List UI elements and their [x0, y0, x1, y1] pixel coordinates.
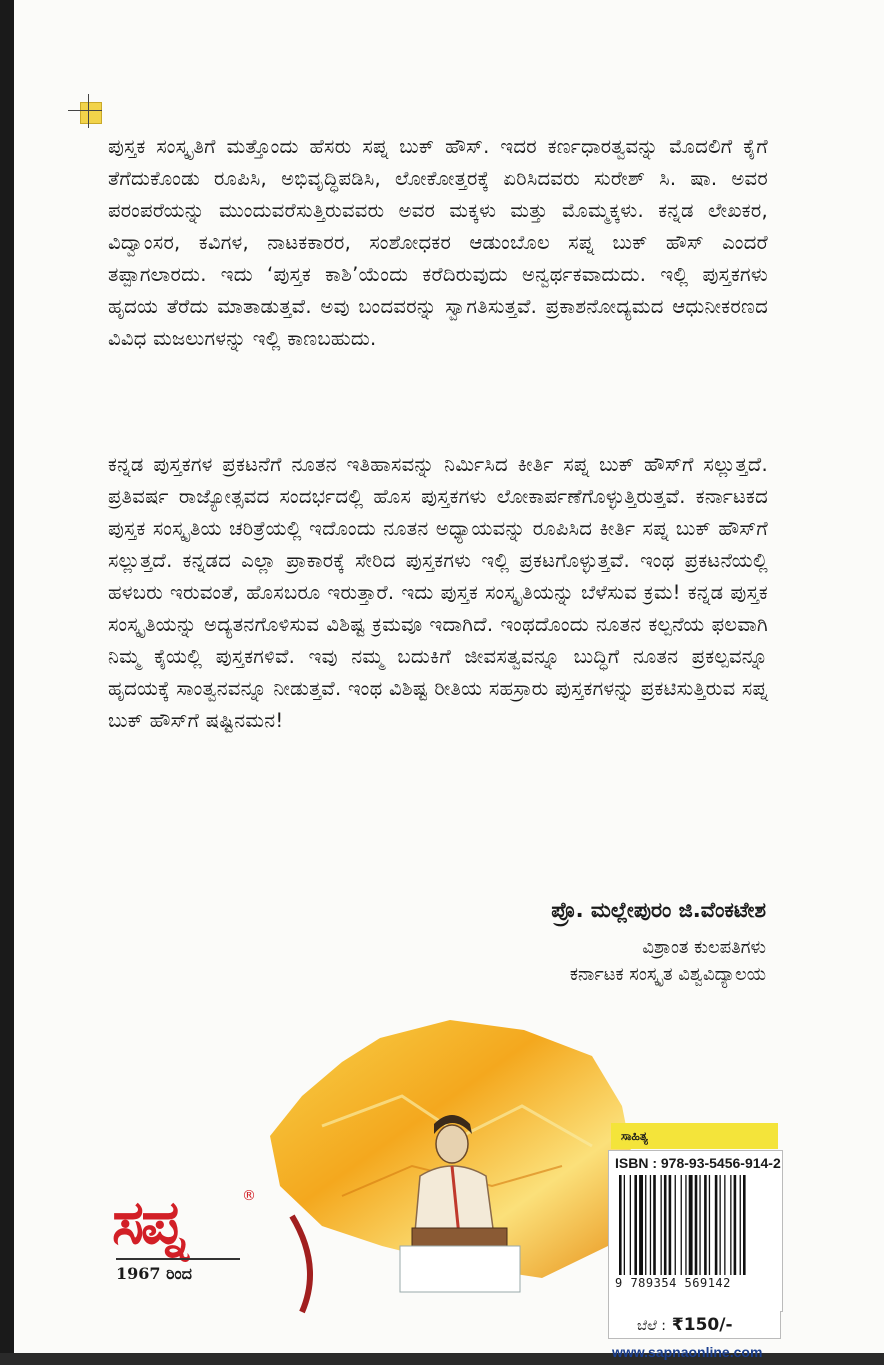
corner-ornament-icon [68, 94, 102, 128]
website-link[interactable]: www.sapnaonline.com [612, 1344, 763, 1360]
blurb-paragraph-1: ಪುಸ್ತಕ ಸಂಸ್ಕೃತಿಗೆ ಮತ್ತೊಂದು ಹೆಸರು ಸಪ್ನ ಬುಕ್ ಹೌಸ್. ಇದರ ಕರ್ಣಧಾರತ್ವವನ್ನು ಮೊದಲಿಗೆ ಕೈಗೆ ತೆಗೆದುಕೊಂಡು ರೂಪಿಸಿ, ಅಭಿವೃದ್ಧಿಪಡಿಸಿ, ಲೋಕೋತ್ತರಕ್ಕೆ ಏರಿಸಿದವರು ಸುರೇಶ್ ಸಿ. ಷಾ. ಅವರ ಪರಂಪರೆಯನ್ನು ಮುಂದುವರೆಸುತ್ತಿರುವವರು ಅವರ ಮಕ್ಕಳು ಮತ್ತು ಮೊಮ್ಮಕ್ಕಳು. ಕನ್ನಡ ಲೇಖಕರ, ವಿದ್ವಾಂಸರ, ಕವಿಗಳ, ನಾಟಕಕಾರರ, ಸಂಶೋಧಕರ ಆಡುಂಬೊಲ ಸಪ್ನ ಬುಕ್ ಹೌಸ್ ಎಂದರೆ ತಪ್ಪಾಗಲಾರದು. ಇದು ‘ಪುಸ್ತಕ ಕಾಶಿ’ಯೆಂದು ಕರೆದಿರುವುದು ಅನ್ವರ್ಥಕವಾದುದು. ಇಲ್ಲಿ ಪುಸ್ತಕಗಳು ಹೃದಯ ತೆರೆದು ಮಾತಾಡುತ್ತವೆ. ಅವು ಬಂದವರನ್ನು ಸ್ವಾಗತಿಸುತ್ತವೆ. ಪ್ರಕಾಶನೋದ್ಯಮದ ಆಧುನೀಕರಣದ ವಿವಿಧ ಮಜಲುಗಳನ್ನು ಇಲ್ಲಿ ಕಾಣಬಹುದು. [108, 135, 768, 350]
book-spine-edge [0, 0, 14, 1365]
isbn-text: ISBN : 978-93-5456-914-2 [615, 1155, 781, 1171]
price-tag [608, 1311, 781, 1339]
barcode-icon [617, 1175, 774, 1275]
barcode-digits: 9 789354 569142 [615, 1276, 731, 1290]
signature-name: ಪ್ರೊ. ಮಲ್ಲೇಪುರಂ ಜಿ.ವೆಂಕಟೇಶ [551, 898, 766, 922]
logo-wordmark: ಸಪ್ನ [112, 1188, 185, 1258]
gold-foil-illustration [262, 1016, 642, 1316]
price-label: ಬೆಲೆ : [637, 1318, 666, 1334]
logo-since: 1967 ರಿಂದ [116, 1264, 192, 1283]
registered-mark: ® [242, 1188, 256, 1204]
sapna-logo [112, 1188, 262, 1288]
logo-rule [116, 1258, 240, 1260]
signature-institution: ಕರ್ನಾಟಕ ಸಂಸ್ಕೃತ ವಿಶ್ವವಿದ್ಯಾಲಯ [569, 964, 766, 985]
blurb-paragraph-2: ಕನ್ನಡ ಪುಸ್ತಕಗಳ ಪ್ರಕಟನೆಗೆ ನೂತನ ಇತಿಹಾಸವನ್ನು ನಿರ್ಮಿಸಿದ ಕೀರ್ತಿ ಸಪ್ನ ಬುಕ್ ಹೌಸ್‌ಗೆ ಸಲ್ಲುತ್ತದೆ. ಪ್ರತಿವರ್ಷ ರಾಜ್ಯೋತ್ಸವದ ಸಂದರ್ಭದಲ್ಲಿ ಹೊಸ ಪುಸ್ತಕಗಳು ಲೋಕಾರ್ಪಣೆಗೊಳ್ಳುತ್ತಿರುತ್ತವೆ. ಕರ್ನಾಟಕದ ಪುಸ್ತಕ ಸಂಸ್ಕೃತಿಯ ಚರಿತ್ರೆಯಲ್ಲಿ ಇದೊಂದು ನೂತನ ಅಧ್ಯಾಯವನ್ನು ರೂಪಿಸಿದ ಕೀರ್ತಿ ಸಪ್ನ ಬುಕ್ ಹೌಸ್‌ಗೆ ಸಲ್ಲುತ್ತದೆ. ಕನ್ನಡದ ಎಲ್ಲಾ ಪ್ರಾಕಾರಕ್ಕೆ ಸೇರಿದ ಪುಸ್ತಕಗಳು ಇಲ್ಲಿ ಪ್ರಕಟಗೊಳ್ಳುತ್ತವೆ. ಇಂಥ ಪ್ರಕಟನೆಯಲ್ಲಿ ಹಳಬರು ಇರುವಂತೆ, ಹೊಸಬರೂ ಇರುತ್ತಾರೆ. ಇದು ಪುಸ್ತಕ ಸಂಸ್ಕೃತಿಯನ್ನು ಬೆಳೆಸುವ ಕ್ರಮ! ಕನ್ನಡ ಪುಸ್ತಕ ಸಂಸ್ಕೃತಿಯನ್ನು ಅದ್ಯತನಗೊಳಿಸುವ ವಿಶಿಷ್ಟ ಕ್ರಮವೂ ಇದಾಗಿದೆ. ಇಂಥದೊಂದು ನೂತನ ಕಲ್ಪನೆಯ ಫಲವಾಗಿ ನಿಮ್ಮ ಕೈಯಲ್ಲಿ ಪುಸ್ತಕಗಳಿವೆ. ಇವು ನಮ್ಮ ಬದುಕಿಗೆ ಜೀವಸತ್ವವನ್ನೂ ಬುದ್ಧಿಗೆ ನೂತನ ಪ್ರಕಲ್ಪವನ್ನೂ ಹೃದಯಕ್ಕೆ ಸಾಂತ್ವನವನ್ನೂ ನೀಡುತ್ತವೆ. ಇಂಥ ವಿಶಿಷ್ಟ ರೀತಿಯ ಸಹಸ್ರಾರು ಪುಸ್ತಕಗಳನ್ನು ಪ್ರಕಟಿಸುತ್ತಿರುವ ಸಪ್ನ ಬುಕ್ ಹೌಸ್‌ಗೆ ಷಷ್ಟಿನಮನ! [108, 453, 768, 732]
isbn-barcode-box [608, 1150, 783, 1312]
genre-label: ಸಾಹಿತ್ಯ [611, 1123, 778, 1149]
signature-role: ವಿಶ್ರಾಂತ ಕುಲಪತಿಗಳು [642, 937, 766, 958]
price-value: ₹150/- [671, 1315, 733, 1335]
